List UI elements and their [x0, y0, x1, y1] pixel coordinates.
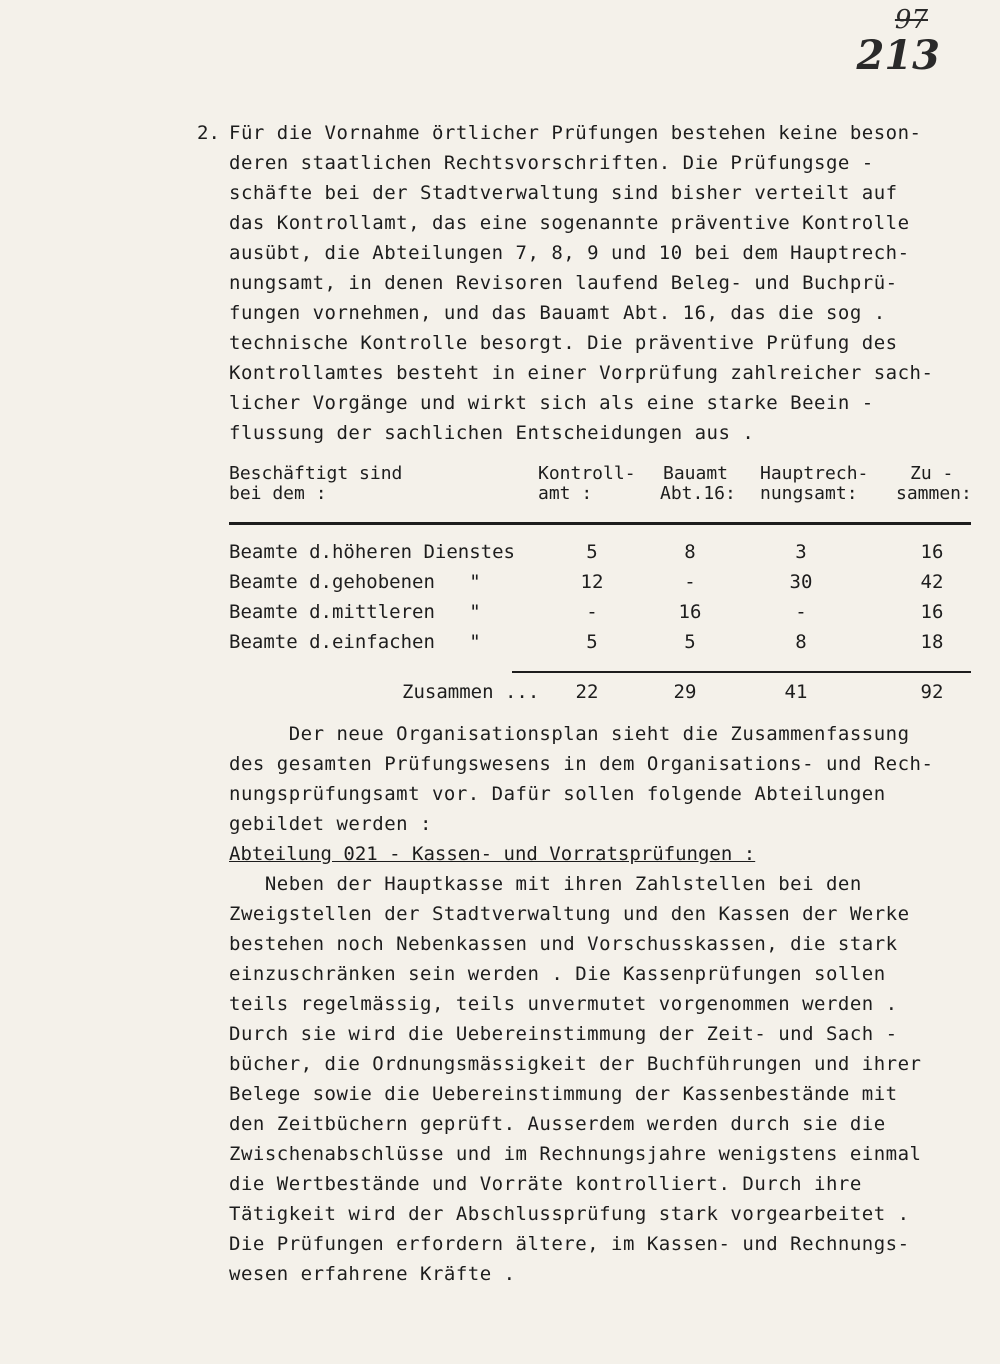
table-header-hauptrechnungsamt-2: nungsamt:	[760, 483, 858, 504]
table-total-cell: 41	[784, 681, 808, 703]
table-total-cell: 22	[575, 681, 599, 703]
folio-old: 97	[894, 5, 928, 35]
text-line: das Kontrollamt, das eine sogenannte präventive Kontrolle	[229, 212, 910, 234]
table-header-bauamt-1: Bauamt	[663, 463, 729, 484]
text-line: die Wertbestände und Vorräte kontrolliert. Durch ihre	[229, 1173, 862, 1195]
table-header-kontrollamt-2: amt :	[538, 483, 593, 504]
text-line: licher Vorgänge und wirkt sich als eine starke Beein -	[229, 392, 874, 414]
text-line: nungsamt, in denen Revisoren laufend Beleg- und Buchprü-	[229, 272, 898, 294]
table-header-zusammen-2: sammen:	[896, 483, 972, 504]
table-cell: 5	[586, 541, 598, 563]
text-line: deren staatlichen Rechtsvorschriften. Die Prüfungsge -	[229, 152, 874, 174]
folio-number	[857, 6, 941, 78]
text-line: teils regelmässig, teils unvermutet vorgenommen werden .	[229, 993, 898, 1015]
folio-new: 213	[856, 32, 940, 79]
table-cell: 16	[678, 601, 702, 623]
table-cell: 18	[920, 631, 944, 653]
text-line: Tätigkeit wird der Abschlussprüfung stark vorgearbeitet .	[229, 1203, 910, 1225]
text-line: technische Kontrolle besorgt. Die präventive Prüfung des	[229, 332, 898, 354]
table-cell: 16	[920, 541, 944, 563]
text-line: Neben der Hauptkasse mit ihren Zahlstellen bei den	[229, 873, 862, 895]
text-line: bestehen noch Nebenkassen und Vorschusskassen, die stark	[229, 933, 898, 955]
text-line: Zweigstellen der Stadtverwaltung und den Kassen der Werke	[229, 903, 910, 925]
text-line: Der neue Organisationsplan sieht die Zusammenfassung	[229, 723, 910, 745]
text-line: einzuschränken sein werden . Die Kassenprüfungen sollen	[229, 963, 886, 985]
table-cell: 8	[795, 631, 807, 653]
table-sum-rule	[512, 671, 971, 673]
text-line: Durch sie wird die Uebereinstimmung der Zeit- und Sach -	[229, 1023, 898, 1045]
table-row-label: Beamte d.mittleren "	[229, 601, 481, 623]
table-rule	[229, 522, 971, 525]
text-line: Zwischenabschlüsse und im Rechnungsjahre wenigstens einmal	[229, 1143, 922, 1165]
text-line: den Zeitbüchern geprüft. Ausserdem werden durch sie die	[229, 1113, 886, 1135]
table-row-label: Beamte d.gehobenen "	[229, 571, 481, 593]
table-cell: 12	[580, 571, 604, 593]
text-line: gebildet werden :	[229, 813, 432, 835]
table-cell: 3	[795, 541, 807, 563]
text-line: ausübt, die Abteilungen 7, 8, 9 und 10 bei dem Hauptrech-	[229, 242, 910, 264]
section-heading: Abteilung 021 - Kassen- und Vorratsprüfungen :	[229, 843, 756, 865]
table-header-hauptrechnungsamt-1: Hauptrech-	[760, 463, 869, 484]
text-line: flussung der sachlichen Entscheidungen aus .	[229, 422, 755, 444]
table-cell: 5	[684, 631, 696, 653]
text-line: fungen vornehmen, und das Bauamt Abt. 16, das die sog .	[229, 302, 886, 324]
section-number: 2.	[197, 122, 220, 144]
table-header-label-1: Beschäftigt sind	[229, 463, 403, 484]
text-line: Belege sowie die Uebereinstimmung der Kassenbestände mit	[229, 1083, 898, 1105]
text-line: Kontrollamtes besteht in einer Vorprüfung zahlreicher sach-	[229, 362, 934, 384]
text-line: wesen erfahrene Kräfte .	[229, 1263, 516, 1285]
table-total-cell: 92	[920, 681, 944, 703]
text-line: des gesamten Prüfungswesens in dem Organisations- und Rech-	[229, 753, 934, 775]
table-total-cell: 29	[673, 681, 697, 703]
table-header-bauamt-2: Abt.16:	[660, 483, 736, 504]
table-cell: -	[684, 571, 696, 593]
table-cell: 5	[586, 631, 598, 653]
table-header-kontrollamt-1: Kontroll-	[538, 463, 636, 484]
table-header-zusammen-1: Zu -	[910, 463, 954, 484]
table-cell: -	[586, 601, 598, 623]
table-total-label: Zusammen ...	[402, 681, 540, 703]
table-row-label: Beamte d.höheren Dienstes	[229, 541, 515, 563]
table-header-label-2: bei dem :	[229, 483, 327, 504]
table-row-label: Beamte d.einfachen "	[229, 631, 481, 653]
text-line: Für die Vornahme örtlicher Prüfungen bestehen keine beson-	[229, 122, 922, 144]
text-line: bücher, die Ordnungsmässigkeit der Buchführungen und ihrer	[229, 1053, 922, 1075]
text-line: Die Prüfungen erfordern ältere, im Kassen- und Rechnungs-	[229, 1233, 910, 1255]
table-cell: 30	[789, 571, 813, 593]
table-cell: 16	[920, 601, 944, 623]
text-line: nungsprüfungsamt vor. Dafür sollen folgende Abteilungen	[229, 783, 886, 805]
table-cell: -	[795, 601, 807, 623]
text-line: schäfte bei der Stadtverwaltung sind bisher verteilt auf	[229, 182, 898, 204]
table-cell: 42	[920, 571, 944, 593]
table-cell: 8	[684, 541, 696, 563]
